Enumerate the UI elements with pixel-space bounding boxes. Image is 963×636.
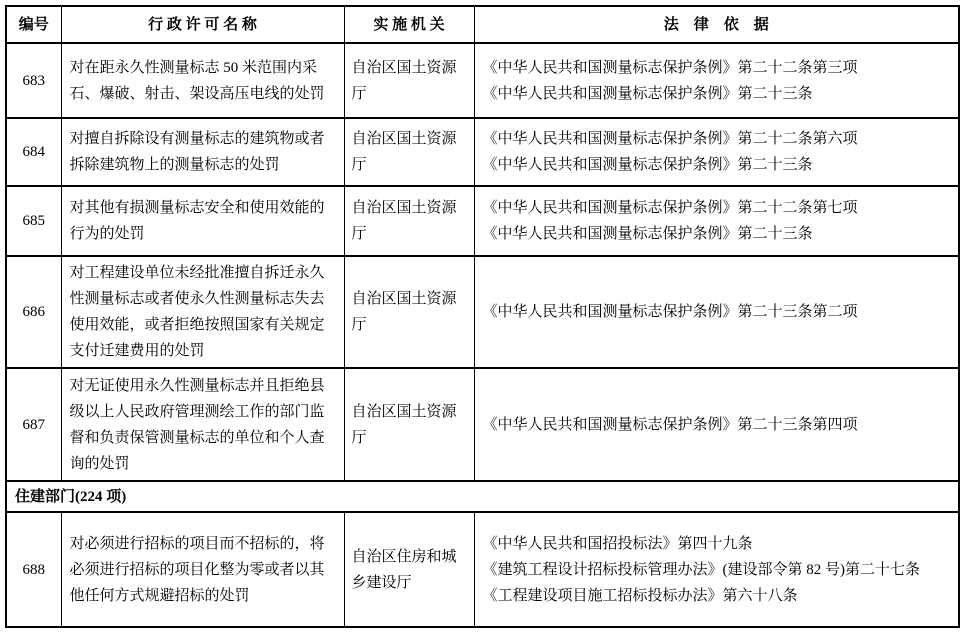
cell-id: 683 bbox=[6, 43, 61, 118]
cell-id: 688 bbox=[6, 512, 61, 627]
cell-permit-name: 对工程建设单位未经批准擅自拆迁永久性测量标志或者使永久性测量标志失去使用效能，或者拒绝按照国家有关规定支付迁建费用的处罚 bbox=[61, 256, 344, 368]
cell-permit-name: 对在距永久性测量标志 50 米范围内采石、爆破、射击、架设高压电线的处罚 bbox=[61, 43, 344, 118]
cell-agency: 自治区国土资源厅 bbox=[344, 368, 474, 481]
table-row-688 bbox=[6, 512, 959, 627]
cell-legal-basis bbox=[474, 368, 959, 481]
cell-agency: 自治区国土资源厅 bbox=[344, 186, 474, 256]
column-header-legal: 法 律 依 据 bbox=[474, 6, 959, 43]
cell-permit-name: 对其他有损测量标志安全和使用效能的行为的处罚 bbox=[61, 186, 344, 256]
table-row-685 bbox=[6, 186, 959, 256]
cell-id: 686 bbox=[6, 256, 61, 368]
cell-legal-basis bbox=[474, 512, 959, 627]
cell-legal-basis bbox=[474, 118, 959, 186]
cell-permit-name: 对必须进行招标的项目而不招标的，将必须进行招标的项目化整为零或者以其他任何方式规避招标的处罚 bbox=[61, 512, 344, 627]
column-header-agency: 实 施 机 关 bbox=[344, 6, 474, 43]
legal-basis-line: 《建筑工程设计招标投标管理办法》(建设部令第 82 号)第二十七条 bbox=[482, 561, 920, 578]
cell-agency: 自治区国土资源厅 bbox=[344, 118, 474, 186]
cell-permit-name: 对无证使用永久性测量标志并且拒绝县级以上人民政府管理测绘工作的部门监督和负责保管测量标志的单位和个人查询的处罚 bbox=[61, 368, 344, 481]
legal-basis-line: 《中华人民共和国测量标志保护条例》第二十三条 bbox=[482, 85, 813, 102]
cell-legal-basis bbox=[474, 256, 959, 368]
table-row-684 bbox=[6, 118, 959, 186]
legal-basis-line: 《中华人民共和国测量标志保护条例》第二十二条第三项 bbox=[482, 59, 858, 76]
cell-legal-basis bbox=[474, 186, 959, 256]
table-row-686 bbox=[6, 256, 959, 368]
legal-basis-line: 《中华人民共和国招投标法》第四十九条 bbox=[482, 535, 753, 552]
column-header-id: 编号 bbox=[6, 6, 61, 43]
legal-basis-line: 《中华人民共和国测量标志保护条例》第二十三条第四项 bbox=[482, 416, 858, 433]
cell-legal-basis bbox=[474, 43, 959, 118]
cell-id: 684 bbox=[6, 118, 61, 186]
cell-id: 687 bbox=[6, 368, 61, 481]
legal-basis-line: 《中华人民共和国测量标志保护条例》第二十二条第六项 bbox=[482, 131, 858, 147]
cell-agency: 自治区住房和城乡建设厅 bbox=[344, 512, 474, 627]
section-row-housing-department bbox=[6, 481, 959, 512]
column-header-name: 行 政 许 可 名 称 bbox=[61, 6, 344, 43]
legal-basis-line: 《工程建设项目施工招标投标办法》第六十八条 bbox=[482, 587, 798, 604]
section-header-label: 住建部门(224 项) bbox=[6, 481, 959, 512]
cell-agency: 自治区国土资源厅 bbox=[344, 256, 474, 368]
table-row-687 bbox=[6, 368, 959, 481]
cell-agency: 自治区国土资源厅 bbox=[344, 43, 474, 118]
header-row bbox=[6, 6, 959, 43]
cell-id: 685 bbox=[6, 186, 61, 256]
table-row-683 bbox=[6, 43, 959, 118]
legal-basis-line: 《中华人民共和国测量标志保护条例》第二十三条 bbox=[482, 157, 813, 173]
administrative-permits-table bbox=[5, 5, 960, 628]
cell-permit-name: 对擅自拆除设有测量标志的建筑物或者拆除建筑物上的测量标志的处罚 bbox=[61, 118, 344, 186]
legal-basis-line: 《中华人民共和国测量标志保护条例》第二十三条 bbox=[482, 226, 813, 242]
legal-basis-line: 《中华人民共和国测量标志保护条例》第二十二条第七项 bbox=[482, 200, 858, 216]
legal-basis-line: 《中华人民共和国测量标志保护条例》第二十三条第二项 bbox=[482, 304, 858, 320]
